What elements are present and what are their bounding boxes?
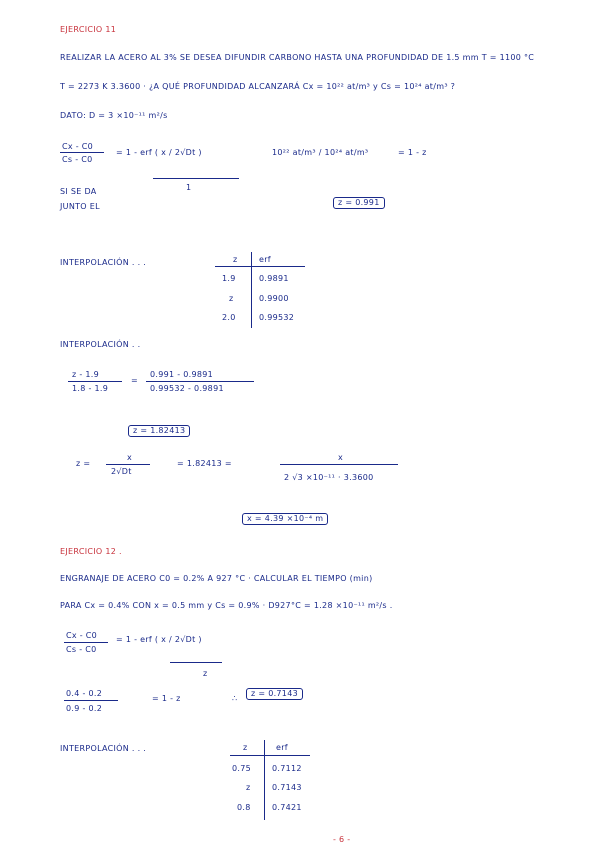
ex11-frac1-denominator: 1.8 - 1.9 [72, 384, 109, 393]
ex12-statement-line-1: ENGRANAJE DE ACERO C0 = 0.2% A 927 °C · CALCULAR EL TIEMPO (min) [60, 574, 373, 583]
table-row: 0.7421 [272, 803, 302, 812]
ex11-frac1-numerator: z - 1.9 [72, 370, 99, 379]
ex11-frac2-denominator: 0.99532 - 0.9891 [150, 384, 224, 393]
ex12-eq2-numerator: 0.4 - 0.2 [66, 689, 103, 698]
table-row: 0.75 [232, 764, 252, 773]
ex12-eq2-denominator: 0.9 - 0.2 [66, 704, 103, 713]
ex11-result-box-z2: z = 1.82413 [128, 425, 190, 437]
ex11-statement-line-1: REALIZAR LA ACERO AL 3% SE DESEA DIFUNDIR CARBONO HASTA UNA PROFUNDIDAD DE 1.5 mm T = 1100 °C [60, 53, 535, 62]
table-row: 1.9 [222, 274, 236, 283]
table-header-rule [215, 266, 305, 267]
table-row: 0.9900 [259, 294, 289, 303]
ex12-eq1-denominator: Cs - C0 [66, 645, 97, 654]
exercise-12-title: EJERCICIO 12 . [60, 547, 122, 556]
ex11-eq1-one: 1 [186, 183, 192, 192]
table-column-rule [251, 252, 252, 328]
table-header-erf: erf [276, 743, 288, 752]
ex11-eq1-underline [153, 178, 239, 179]
ex11-eq1-lhs-denominator: Cs - C0 [62, 155, 93, 164]
ex11-result-box-z: z = 0.991 [333, 197, 385, 209]
ex11-note-line-1: SI SE DA [60, 187, 97, 196]
ex11-interpolation-label-2: INTERPOLACIÓN . . [60, 340, 141, 349]
ex11-data-line: DATO: D = 3 ×10⁻¹¹ m²/s [60, 111, 168, 120]
ex11-result-box-x: x = 4.39 ×10⁻⁴ m [242, 513, 328, 525]
ex11-note-line-2: JUNTO EL [60, 202, 100, 211]
table-header-z: z [233, 255, 238, 264]
table-row: 0.99532 [259, 313, 295, 322]
ex11-eq2-rhs-denominator: 2 √3 ×10⁻¹¹ · 3.3600 [284, 473, 374, 482]
ex11-eq1-fraction-bar [60, 152, 104, 153]
table-row: 2.0 [222, 313, 236, 322]
ex11-eq2-lhs: z = [76, 459, 91, 468]
ex12-eq1-bar [64, 642, 108, 643]
ex12-eq1-underline [170, 662, 222, 663]
table-header-rule [230, 755, 310, 756]
table-header-z: z [243, 743, 248, 752]
ex12-result-box-z: z = 0.7143 [246, 688, 303, 700]
ex11-eq2-rhs-bar [280, 464, 398, 465]
ex12-statement-line-2: PARA Cx = 0.4% CON x = 0.5 mm y Cs = 0.9% · D927°C = 1.28 ×10⁻¹¹ m²/s . [60, 601, 393, 610]
ex11-equals: = [131, 376, 139, 385]
table-column-rule [264, 740, 265, 820]
ex11-eq2-frac-numerator: x [127, 453, 133, 462]
table-row: z [229, 294, 234, 303]
ex11-frac2-numerator: 0.991 - 0.9891 [150, 370, 214, 379]
ex11-eq1-rhs: = 1 - erf ( x / 2√Dt ) [116, 148, 202, 157]
ex12-interpolation-label: INTERPOLACIÓN . . . [60, 744, 147, 753]
ex11-frac2-bar [146, 381, 254, 382]
ex11-eq2-frac-denominator: 2√Dt [111, 467, 132, 476]
ex11-eq1-result: = 1 - z [398, 148, 427, 157]
ex11-interpolation-label: INTERPOLACIÓN . . . [60, 258, 147, 267]
ex12-therefore: ∴ [232, 694, 238, 703]
ex12-eq1-z: z [203, 669, 208, 678]
ex11-eq1-middle: 10²² at/m³ / 10²⁴ at/m³ [272, 148, 369, 157]
table-row: 0.7112 [272, 764, 302, 773]
ex11-eq2-frac-bar [106, 464, 150, 465]
table-row: 0.9891 [259, 274, 289, 283]
ex12-eq2-middle: = 1 - z [152, 694, 181, 703]
ex12-eq2-bar [64, 700, 118, 701]
table-row: 0.7143 [272, 783, 302, 792]
ex12-eq1-rhs: = 1 - erf ( x / 2√Dt ) [116, 635, 202, 644]
table-header-erf: erf [259, 255, 271, 264]
ex11-eq2-middle: = 1.82413 = [177, 459, 232, 468]
ex11-eq2-rhs-numerator: x [338, 453, 344, 462]
table-row: z [246, 783, 251, 792]
ex11-statement-line-2: T = 2273 K 3.3600 · ¿A QUÉ PROFUNDIDAD ALCANZARÁ Cx = 10²² at/m³ y Cs = 10²⁴ at/m³ ? [60, 82, 456, 91]
ex12-eq1-numerator: Cx - C0 [66, 631, 98, 640]
exercise-11-title: EJERCICIO 11 [60, 25, 117, 34]
table-row: 0.8 [237, 803, 251, 812]
ex11-frac1-bar [68, 381, 122, 382]
ex11-eq1-lhs-numerator: Cx - C0 [62, 142, 94, 151]
page-number: - 6 - [333, 835, 351, 844]
